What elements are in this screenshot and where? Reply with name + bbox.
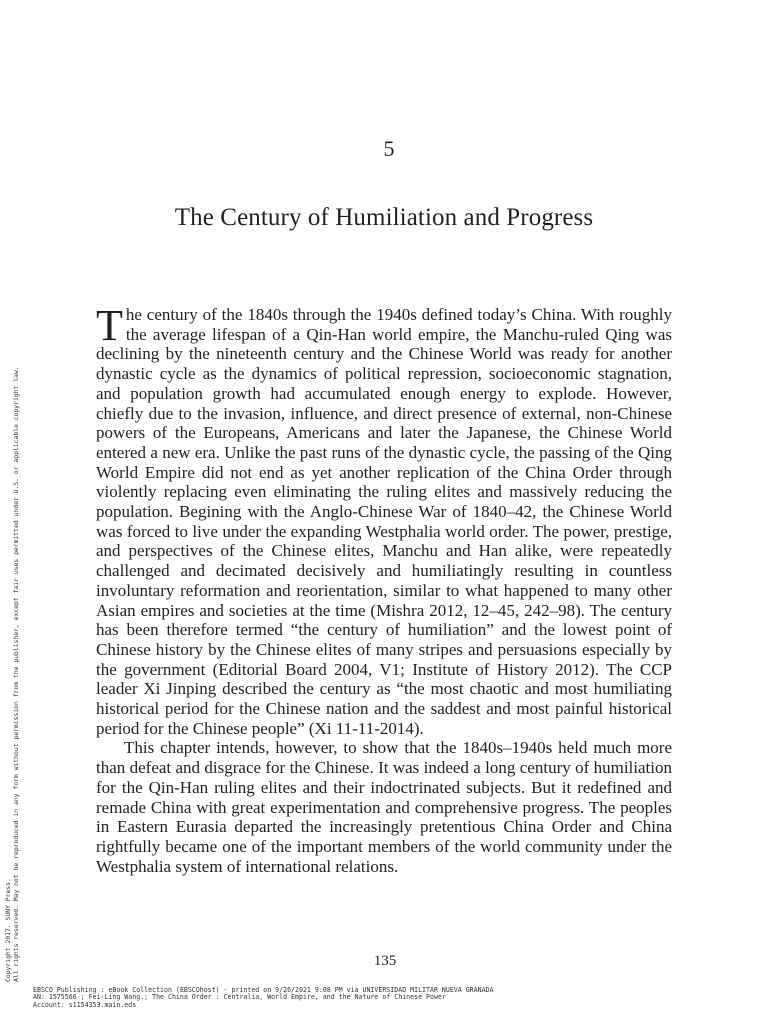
copyright-line-2: All rights reserved. May not be reproduced in any form without permission from the publisher, except fair uses permitted under U.S. or applicable copyright law. [12, 366, 20, 982]
paragraph-1 [96, 301, 672, 738]
copyright-side-notice [0, 0, 30, 1024]
footer-line-2: AN: 1575566 ; Fei-Ling Wang.; The China Order : Centralia, World Empire, and the Nature of Chinese Power [33, 993, 446, 1002]
chapter-number: 5 [383, 136, 395, 161]
chapter-title: The Century of Humiliation and Progress [174, 204, 594, 231]
copyright-line-1: Copyright 2017. SUNY Press. [4, 878, 12, 982]
footer-line-3: Account: s1154353.main.eds [33, 1000, 137, 1009]
body-text [96, 301, 672, 876]
footer-line-1: EBSCO Publishing : eBook Collection (EBSCOhost) - printed on 9/26/2021 9:08 PM via UNIVERSIDAD MILITAR NUEVA GRANADA [33, 986, 494, 994]
paragraph-2: This chapter intends, however, to show that the 1840s–1940s held much more than defeat and disgrace for the Chinese. It was indeed a long century of humiliation for the Qin-Han ruling elites and their indoctrinated subjects. But it redefined and remade China with great experimentation and comprehensive progress. The peoples in Eastern Eurasia departed the increasingly pretentious China Order and China rightfully became one of the important members of the world community under the Westphalia system of international relations. [96, 738, 672, 876]
page-number: 135 [373, 953, 397, 969]
ebsco-footer [33, 987, 733, 1009]
paragraph-1-text: he century of the 1840s through the 1940s defined today’s China. With roughly the average lifespan of a Qin-Han world empire, the Manchu-ruled Qing was declining by the nineteenth century and the Chinese World was ready for another dynastic cycle as the dynamics of political repression, socioeconomic stagnation, and population growth had accumulated enough energy to explode. However, chiefly due to the invasion, influence, and direct presence of external, non-Chinese powers of the Europeans, Americans and later the Japanese, the Chinese World entered a new era. Unlike the past runs of the dynastic cycle, the passing of the Qing World Empire did not end as yet another replication of the China Order through violently replacing even eliminating the ruling elites and massively reducing the population. Begining with the Anglo-Chinese War of 1840–42, the Chinese World was forced to live under the expanding Westphalia world order. The power, prestige, and perspectives of the Chinese elites, Manchu and Han alike, were repeatedly challenged and decimated decisively and humiliatingly resulting in countless involuntary reformation and reorientation, similar to what happened to many other Asian empires and societies at the time (Mishra 2012, 12–45, 242–98). The century has been therefore termed “the century of humiliation” and the lowest point of Chinese history by the Chinese elites of many stripes and persuasions especially by the government (Editorial Board 2004, V1; Institute of History 2012). The CCP leader Xi Jinping described the century as “the most chaotic and most humiliating historical period for the Chinese nation and the saddest and most painful historical period for the Chinese people” (Xi 11-11-2014). [96, 305, 672, 738]
drop-cap: T [96, 301, 123, 350]
